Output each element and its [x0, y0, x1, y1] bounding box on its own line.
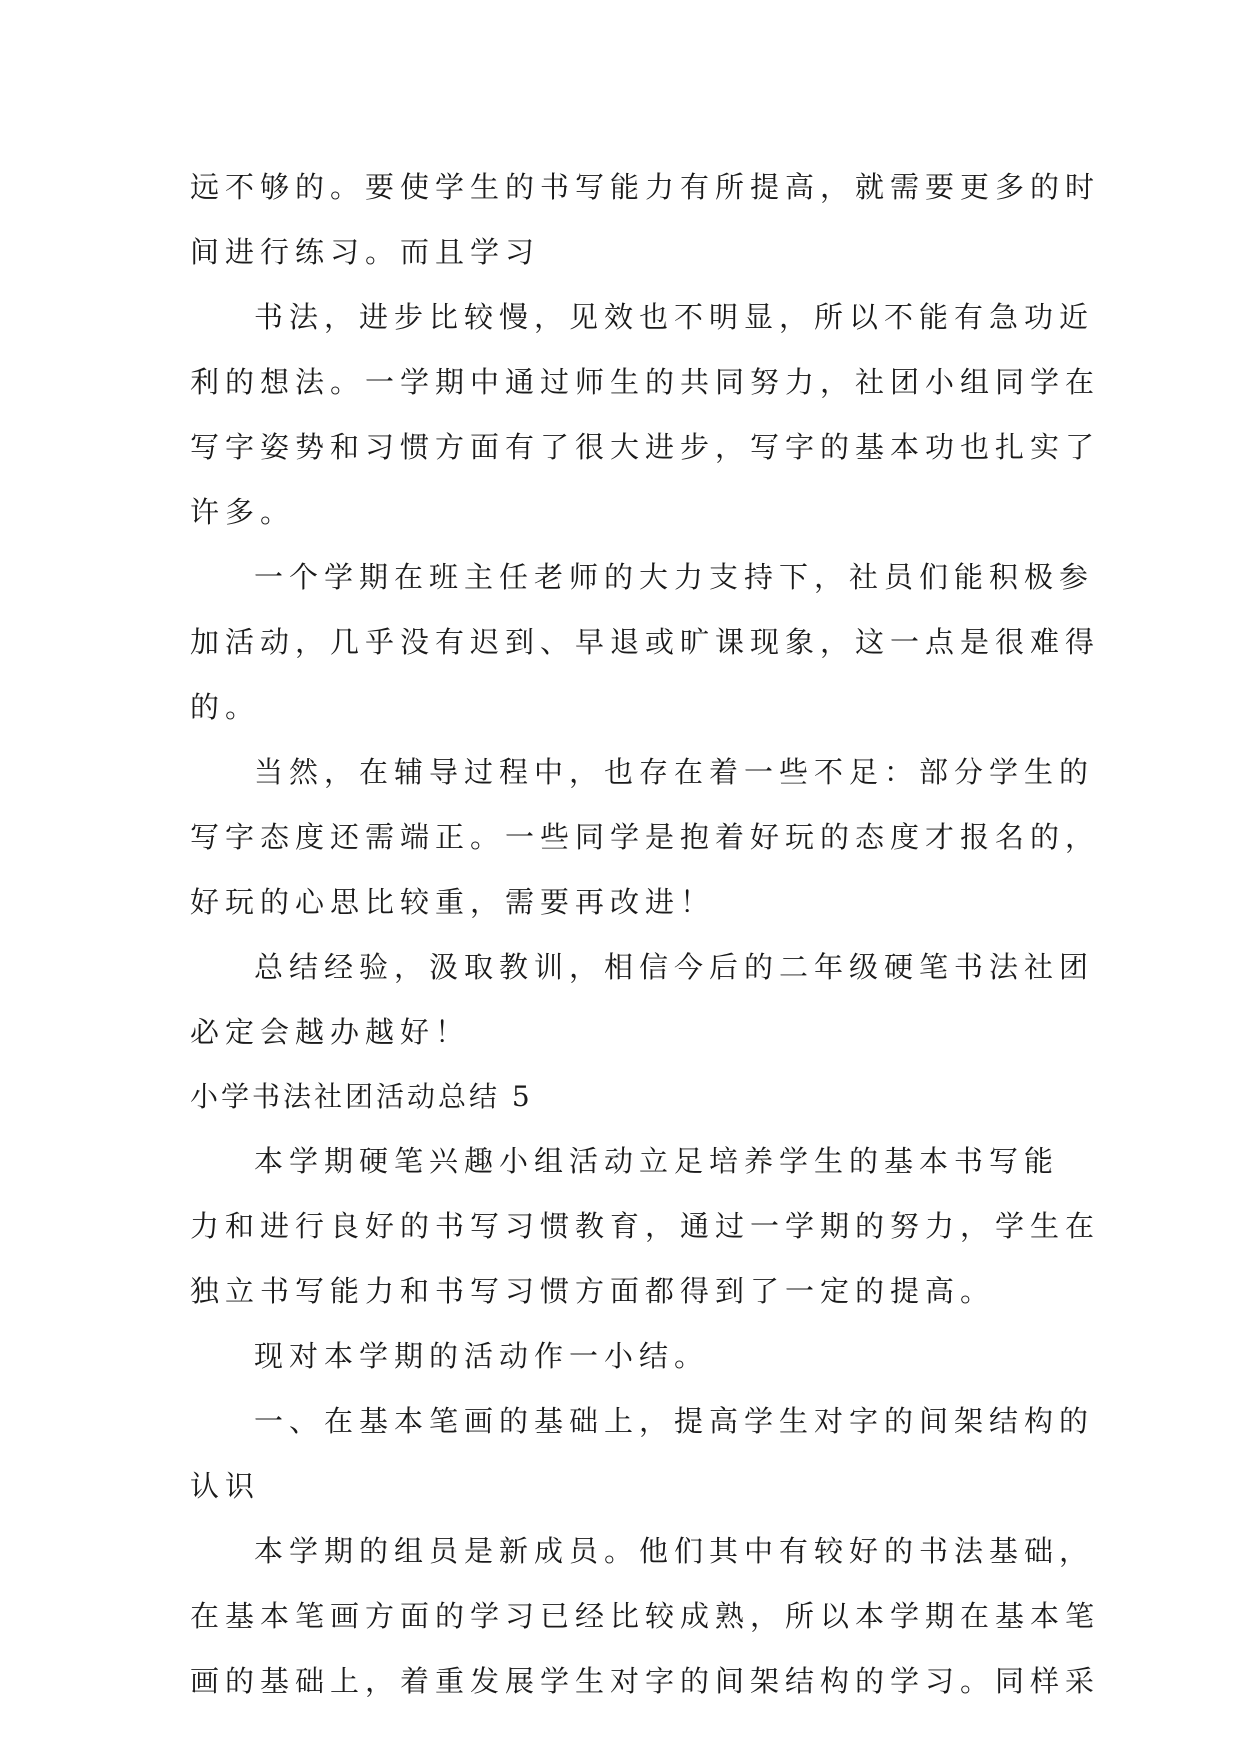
text-line: 独立书写能力和书写习惯方面都得到了一定的提高。 — [190, 1274, 996, 1308]
text-line: 画的基础上，着重发展学生对字的间架结构的学习。同样采 — [190, 1664, 1101, 1698]
text-line: 力和进行良好的书写习惯教育，通过一学期的努力，学生在 — [190, 1209, 1101, 1243]
text-line: 在基本笔画方面的学习已经比较成熟，所以本学期在基本笔 — [190, 1599, 1101, 1633]
paragraph-start-line: 本学期的组员是新成员。他们其中有较好的书法基础， — [254, 1534, 1095, 1568]
paragraph-start-line: 当然，在辅导过程中，也存在着一些不足：部分学生的 — [254, 755, 1095, 789]
text-line: 间进行练习。而且学习 — [190, 235, 541, 269]
paragraph-start-line: 书法，进步比较慢，见效也不明显，所以不能有急功近 — [254, 300, 1095, 334]
text-line: 认识 — [190, 1469, 261, 1503]
section-heading: 小学书法社团活动总结 5 — [190, 1080, 533, 1113]
text-line: 写字姿势和习惯方面有了很大进步，写字的基本功也扎实了 — [190, 430, 1101, 464]
paragraph-start-line: 一、在基本笔画的基础上，提高学生对字的间架结构的 — [254, 1404, 1095, 1438]
text-line: 利的想法。一学期中通过师生的共同努力，社团小组同学在 — [190, 365, 1101, 399]
document-body — [190, 155, 1101, 1714]
text-line: 的。 — [190, 690, 261, 724]
text-line: 好玩的心思比较重，需要再改进！ — [190, 885, 716, 919]
text-line: 加活动，几乎没有迟到、早退或旷课现象，这一点是很难得 — [190, 625, 1101, 659]
paragraph-start-line: 总结经验，汲取教训，相信今后的二年级硬笔书法社团 — [254, 950, 1095, 984]
text-line: 写字态度还需端正。一些同学是抱着好玩的态度才报名的， — [190, 820, 1101, 854]
paragraph-start-line: 一个学期在班主任老师的大力支持下，社员们能积极参 — [254, 560, 1095, 594]
text-line: 必定会越办越好！ — [190, 1015, 471, 1049]
paragraph-start-line: 本学期硬笔兴趣小组活动立足培养学生的基本书写能 — [254, 1144, 1060, 1178]
text-line: 许多。 — [190, 495, 296, 529]
text-line: 远不够的。要使学生的书写能力有所提高，就需要更多的时 — [190, 170, 1101, 204]
paragraph-start-line: 现对本学期的活动作一小结。 — [254, 1339, 710, 1373]
